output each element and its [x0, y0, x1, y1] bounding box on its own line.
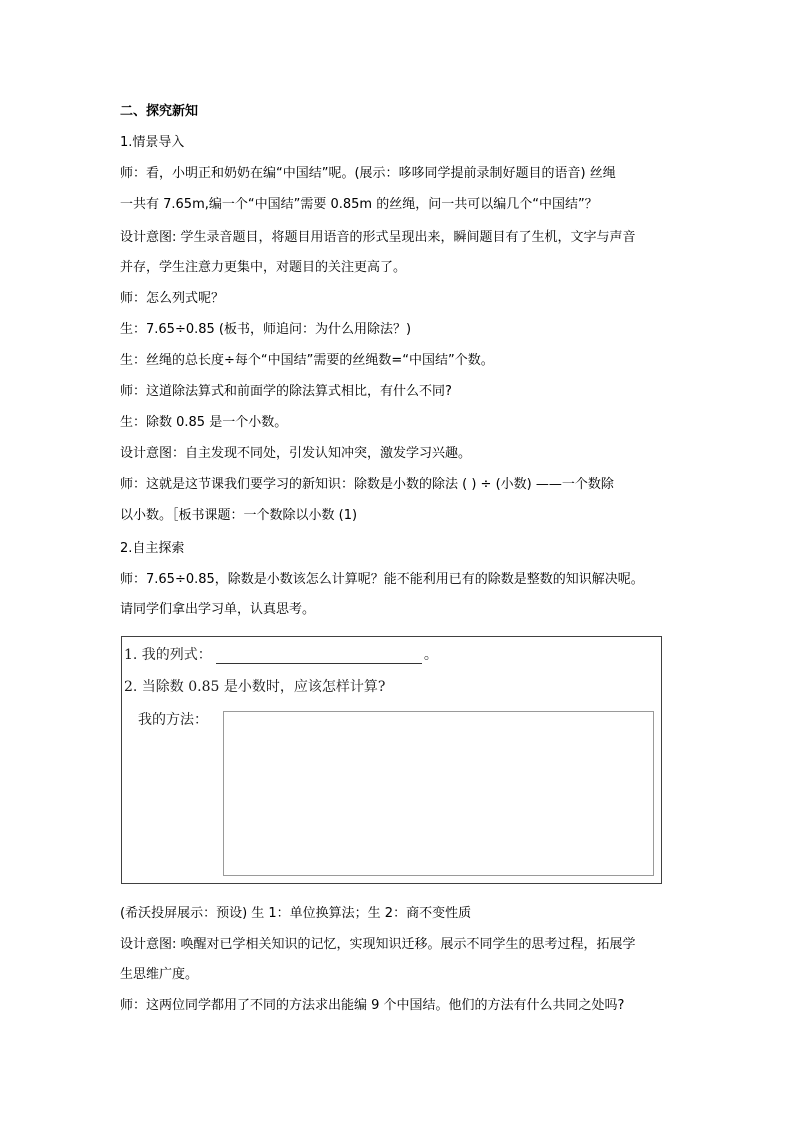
- paragraph-line: 师：看，小明正和奶奶在编“中国结”呢。(展示：哆哆同学提前录制好题目的语音) 丝绳: [120, 166, 616, 181]
- paragraph-line: 设计意图: 唤醒对已学相关知识的记忆，实现知识迁移。展示不同学生的思考过程，拓展学: [120, 937, 636, 952]
- worksheet-question-2: 2. 当除数 0.85 是小数时，应该怎样计算?: [124, 679, 386, 695]
- paragraph-line: 师：这两位同学都用了不同的方法求出能编 9 个中国结。他们的方法有什么共同之处吗?: [120, 998, 625, 1013]
- answer-blank[interactable]: [216, 649, 422, 664]
- paragraph-line: 师：7.65÷0.85，除数是小数该怎么计算呢？能不能利用已有的除数是整数的知识解决呢。: [120, 572, 644, 587]
- paragraph-line: (希沃投屏展示：预设) 生 1：单位换算法；生 2：商不变性质: [120, 906, 472, 921]
- paragraph-line: 设计意图: 学生录音题目，将题目用语音的形式呈现出来，瞬间题目有了生机，文字与声音: [120, 230, 636, 245]
- paragraph-line: 设计意图：自主发现不同处，引发认知冲突，激发学习兴趣。: [120, 446, 472, 461]
- paragraph-line: 请同学们拿出学习单，认真思考。: [120, 602, 316, 617]
- paragraph-line: 师：这就是这节课我们要学习的新知识：除数是小数的除法 ( ) ÷ (小数) ——一个数除: [120, 477, 614, 492]
- question-1-label: 1. 我的列式：: [124, 647, 212, 663]
- worksheet-question-1: [124, 646, 438, 664]
- subsection-heading: 2.自主探索: [120, 541, 185, 556]
- paragraph-line: 以小数。［板书课题：一个数除以小数 (1): [120, 508, 358, 523]
- paragraph-line: 生：7.65÷0.85 (板书，师追问：为什么用除法？): [120, 322, 412, 337]
- paragraph-line: 生思维广度。: [120, 967, 199, 982]
- paragraph-line: 生：丝绳的总长度÷每个“中国结”需要的丝绳数=“中国结”个数。: [120, 353, 494, 368]
- paragraph-line: 并存，学生注意力更集中，对题目的关注更高了。: [120, 260, 407, 275]
- paragraph-line: 一共有 7.65m,编一个“中国结”需要 0.85m 的丝绳，问一共可以编几个“中国结”？: [120, 197, 598, 212]
- method-label: 我的方法：: [138, 712, 208, 728]
- worksheet-box: [121, 636, 662, 884]
- paragraph-line: 师：这道除法算式和前面学的除法算式相比，有什么不同?: [120, 384, 452, 399]
- paragraph-line: 师：怎么列式呢？: [120, 291, 225, 306]
- method-answer-box[interactable]: [223, 711, 654, 876]
- paragraph-line: 生：除数 0.85 是一个小数。: [120, 415, 288, 430]
- subsection-heading: 1.情景导入: [120, 135, 185, 150]
- question-1-end: 。: [423, 647, 438, 663]
- section-heading: 二、探究新知: [120, 104, 199, 119]
